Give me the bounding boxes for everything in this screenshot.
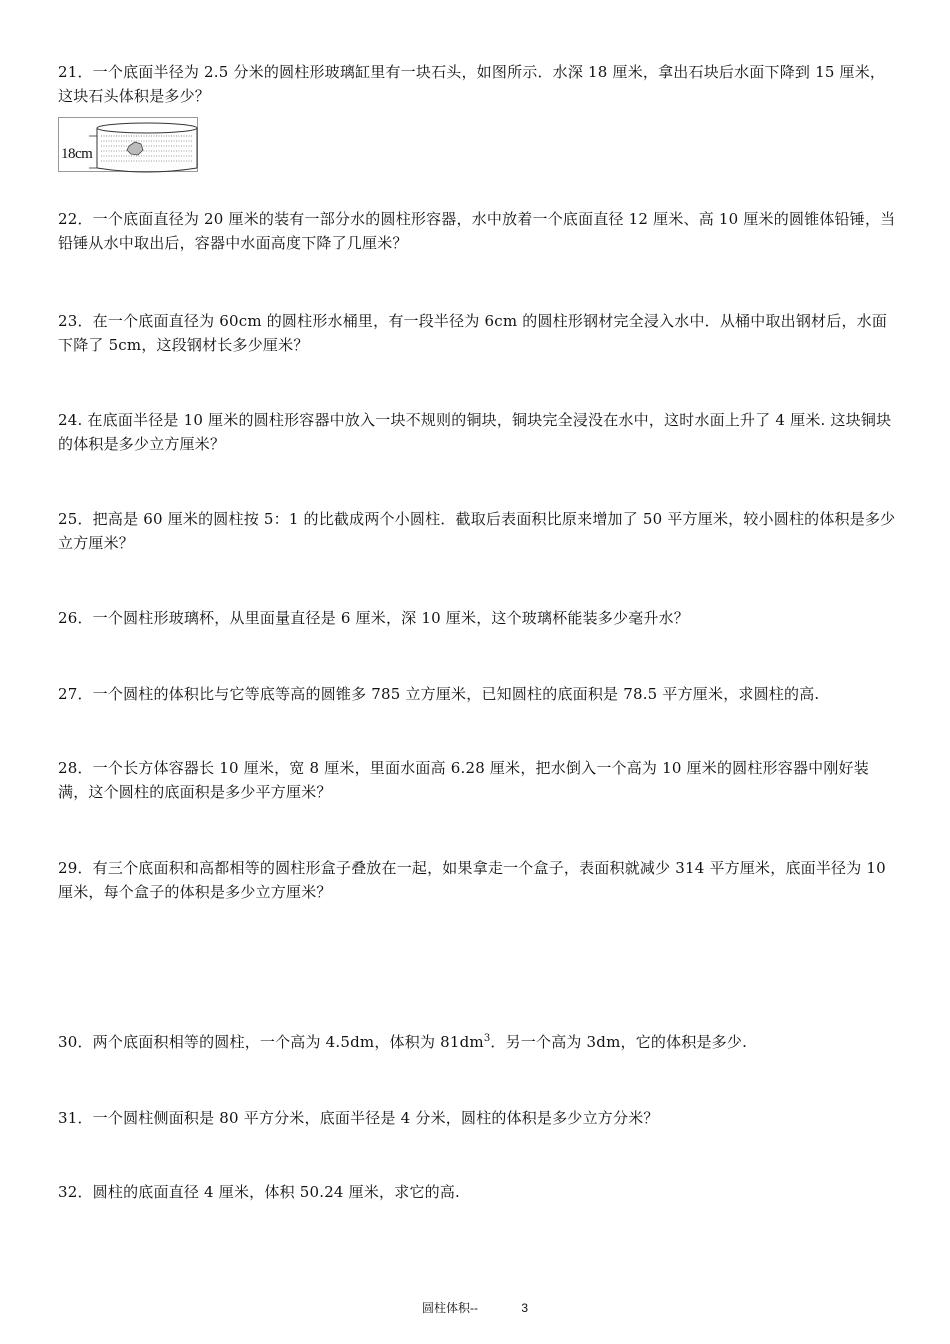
page-footer (0, 1299, 950, 1316)
question-29: 29．有三个底面积和高都相等的圆柱形盒子叠放在一起，如果拿走一个盒子，表面积就减少 314 平方厘米，底面半径为 10 厘米，每个盒子的体积是多少立方厘米？ (58, 859, 886, 901)
question-30-text-end: ．另一个高为 3dm，它的体积是多少. (490, 1033, 748, 1051)
depth-label: 18cm (61, 146, 93, 162)
question-22: 22．一个底面直径为 20 厘米的装有一部分水的圆柱形容器，水中放着一个底面直径 12 厘米、高 10 厘米的圆锥体铅锤，当铅锤从水中取出后，容器中水面高度下降了几厘米？ (58, 210, 896, 252)
question-23: 23．在一个底面直径为 60cm 的圆柱形水桶里，有一段半径为 6cm 的圆柱形钢材完全浸入水中．从桶中取出钢材后，水面下降了 5cm，这段钢材长多少厘米？ (58, 312, 888, 354)
question-26: 26．一个圆柱形玻璃杯，从里面量直径是 6 厘米，深 10 厘米，这个玻璃杯能装多少毫升水？ (58, 609, 689, 627)
question-25: 25．把高是 60 厘米的圆柱按 5：1 的比截成两个小圆柱．截取后表面积比原来增加了 50 平方厘米，较小圆柱的体积是多少立方厘米？ (58, 510, 896, 552)
superscript-3: 3 (483, 1033, 491, 1044)
glass-tank-figure (58, 117, 198, 172)
question-27: 27．一个圆柱的体积比与它等底等高的圆锥多 785 立方厘米，已知圆柱的底面积是 78.5 平方厘米，求圆柱的高. (58, 685, 820, 703)
question-28: 28．一个长方体容器长 10 厘米，宽 8 厘米，里面水面高 6.28 厘米，把水倒入一个高为 10 厘米的圆柱形容器中刚好装满，这个圆柱的底面积是多少平方厘米？ (58, 759, 869, 801)
question-32: 32．圆柱的底面直径 4 厘米，体积 50.24 厘米，求它的高. (58, 1183, 461, 1201)
page-number: 3 (521, 1301, 529, 1315)
question-30-text: 30．两个底面积相等的圆柱，一个高为 4.5dm，体积为 81dm (58, 1033, 484, 1051)
question-31: 31．一个圆柱侧面积是 80 平方分米，底面半径是 4 分米，圆柱的体积是多少立方分米？ (58, 1109, 659, 1127)
footer-title: 圆柱体积-- (421, 1301, 478, 1315)
question-24: 24. 在底面半径是 10 厘米的圆柱形容器中放入一块不规则的铜块，铜块完全浸没在水中，这时水面上升了 4 厘米. 这块铜块的体积是多少立方厘米？ (58, 411, 892, 453)
question-21: 21．一个底面半径为 2.5 分米的圆柱形玻璃缸里有一块石头，如图所示．水深 18 厘米，拿出石块后水面下降到 15 厘米，这块石头体积是多少？ (58, 63, 886, 105)
question-30 (58, 1030, 896, 1054)
